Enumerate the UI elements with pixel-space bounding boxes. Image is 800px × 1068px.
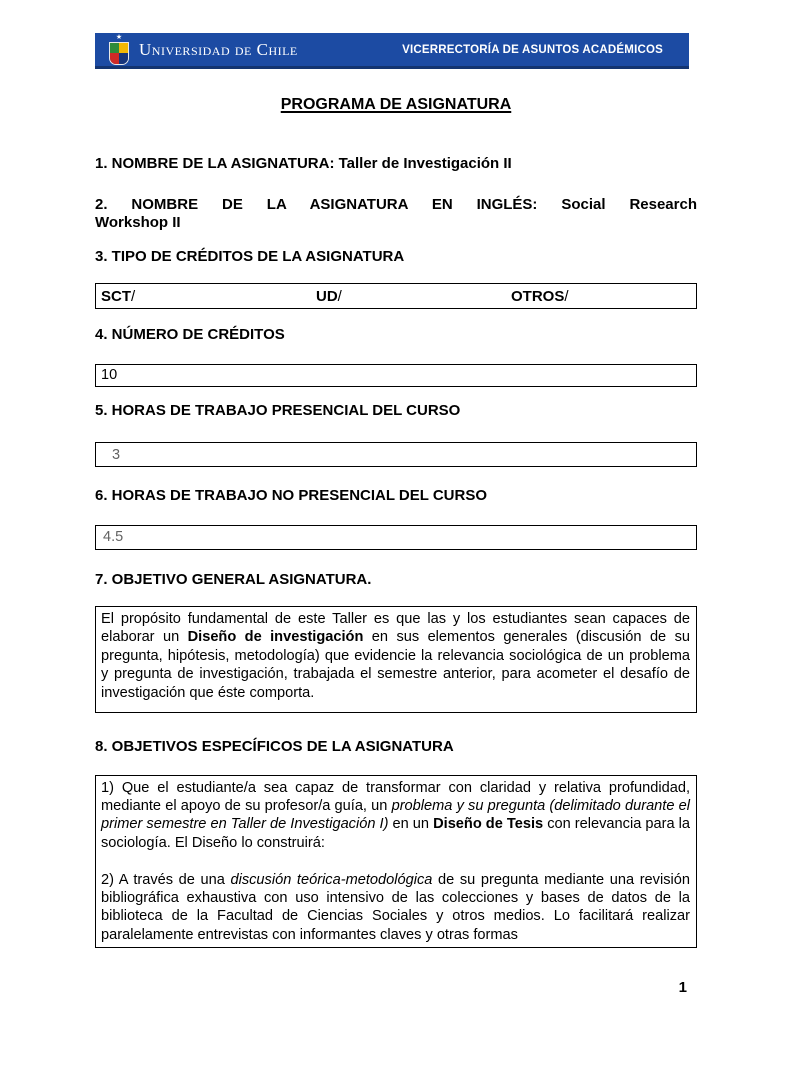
university-logo <box>108 34 130 66</box>
document-page <box>95 33 697 995</box>
text-run-bold: Diseño de investigación <box>187 629 364 646</box>
section-2-heading-line2: Workshop II <box>95 214 181 231</box>
credit-number-field <box>95 364 697 387</box>
office-name: VICERRECTORÍA DE ASUNTOS ACADÉMICOS <box>402 43 663 56</box>
section-5-heading: 5. HORAS DE TRABAJO PRESENCIAL DEL CURSO <box>95 401 461 419</box>
objetivo-general-box <box>95 606 697 713</box>
sct-slash: / <box>131 287 136 305</box>
credit-type-field-row <box>95 283 697 309</box>
presencial-hours-field <box>95 442 697 467</box>
credit-type-ud-field <box>316 288 511 305</box>
sct-label: SCT <box>101 287 131 305</box>
university-shield-icon <box>109 42 129 65</box>
objetivos-especificos-box <box>95 775 697 949</box>
no-presencial-hours-value: 4.5 <box>103 529 124 545</box>
section-3-heading: 3. TIPO DE CRÉDITOS DE LA ASIGNATURA <box>95 247 405 265</box>
section-1-heading: 1. NOMBRE DE LA ASIGNATURA: Taller de Investigación II <box>95 155 512 172</box>
text-run: en sus elementos generales (discusión de su pregunta, hipótesis, metodología) que evidencie la relevancia sociológica de un problema y pregunta de investigación, trabajada el semestre anterior, para acometer el desafío de investigación que éste comporta. <box>101 629 690 701</box>
otros-slash: / <box>564 287 569 305</box>
star-icon: ★ <box>115 33 123 41</box>
text-run-italic: problema y su pregunta (delimitado durante el primer semestre en Taller de Investigación I) <box>101 797 690 833</box>
credit-number-value: 10 <box>101 367 118 383</box>
text-run: 1) Que el estudiante/a sea capaz de transformar con claridad y relativa profundidad, mediante el apoyo de su profesor/a guía, un <box>101 779 690 814</box>
page-number: 1 <box>678 979 687 997</box>
no-presencial-hours-field <box>95 525 697 550</box>
text-run: en un <box>388 816 434 833</box>
objetivo-general-paragraph <box>101 610 690 702</box>
section-6-heading: 6. HORAS DE TRABAJO NO PRESENCIAL DEL CURSO <box>95 487 487 504</box>
text-run: de su pregunta mediante una revisión bibliográfica exhaustiva con uso intensivo de las colecciones y bases de datos de la biblioteca de la Facultad de Ciencias Sociales y otros medios. Lo facilitará realizar paralelamente entrevistas con informantes claves y otras formas <box>101 871 690 943</box>
university-name: Universidad de Chile <box>139 39 298 59</box>
ud-slash: / <box>337 287 342 305</box>
ud-label: UD <box>316 287 338 305</box>
section-2-heading <box>95 196 697 233</box>
credit-type-sct-field <box>101 288 316 305</box>
objetivo-especifico-1-paragraph <box>101 779 690 853</box>
credit-type-otros-field <box>511 288 691 305</box>
text-run-italic: discusión teórica-metodológica <box>230 871 433 888</box>
presencial-hours-value: 3 <box>112 446 121 463</box>
objetivo-especifico-2-paragraph <box>101 871 690 945</box>
text-run-bold: Diseño de Tesis <box>433 816 544 833</box>
text-run: 2) A través de una <box>101 871 231 888</box>
section-7-heading: 7. OBJETIVO GENERAL ASIGNATURA. <box>95 570 372 588</box>
university-header-banner <box>95 33 689 69</box>
text-run: con relevancia para la sociología. El Diseño lo construirá: <box>101 816 690 851</box>
text-run: El propósito fundamental de este Taller es que las y los estudiantes sean capaces de elaborar un <box>101 611 690 646</box>
otros-label: OTROS <box>511 287 565 305</box>
section-8-heading: 8. OBJETIVOS ESPECÍFICOS DE LA ASIGNATURA <box>95 738 454 756</box>
section-4-heading: 4. NÚMERO DE CRÉDITOS <box>95 326 285 343</box>
section-2-heading-line1: 2. NOMBRE DE LA ASIGNATURA EN INGLÉS: Social Research <box>95 195 697 213</box>
page-title: PROGRAMA DE ASIGNATURA <box>280 96 512 113</box>
